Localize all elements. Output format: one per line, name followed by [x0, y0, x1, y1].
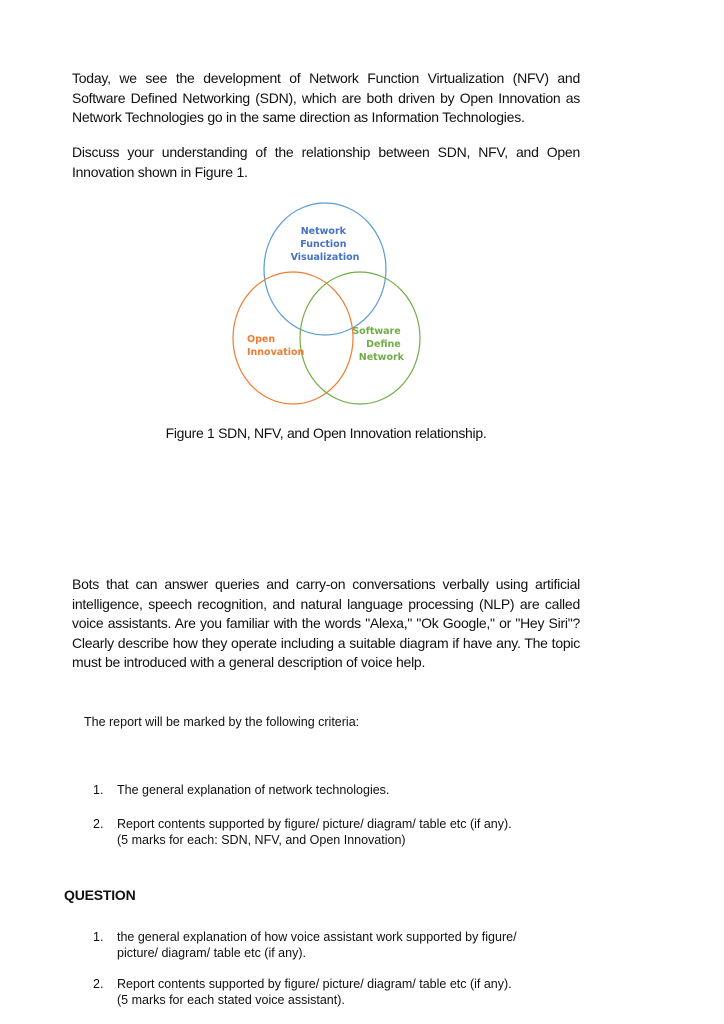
- figure-caption: Figure 1 SDN, NFV, and Open Innovation relationship.: [165, 425, 487, 441]
- list-number: 2.: [93, 817, 104, 831]
- criteria-intro: The report will be marked by the following criteria:: [84, 715, 360, 729]
- list-number: 1.: [93, 783, 104, 797]
- sdn-label: Software Define Network: [352, 326, 404, 363]
- list-text-line1: the general explanation of how voice assistant work supported by figure/: [117, 930, 517, 944]
- list-text: [117, 930, 537, 961]
- list-text-line2: (5 marks for each stated voice assistant).: [117, 992, 345, 1007]
- list-text-line1: Report contents supported by figure/ picture/ diagram/ table etc (if any).: [117, 977, 512, 991]
- intro-paragraph: Today, we see the development of Network Function Virtualization (NFV) and Software Defined Networking (SDN), which are both driven by Open Innovation as Network Technologies go in the same direction as Information Technologies.: [72, 70, 580, 126]
- list-text-line2: (5 marks for each: SDN, NFV, and Open Innovation): [117, 832, 406, 847]
- discussion-prompt: Discuss your understanding of the relationship between SDN, NFV, and Open Innovation shown in Figure 1.: [72, 144, 580, 180]
- venn-diagram: [225, 198, 425, 408]
- question-heading: QUESTION: [64, 887, 136, 903]
- open-innovation-label: Open Innovation: [247, 334, 305, 358]
- sdn-circle: [300, 272, 420, 404]
- list-text-line2: picture/ diagram/ table etc (if any).: [117, 945, 306, 960]
- voice-assistant-paragraph: Bots that can answer queries and carry-on conversations verbally using artificial intelligence, speech recognition, and natural language processing (NLP) are called voice assistants. Are you familiar with the words "Alexa," "Ok Google," or "Hey Siri"? Clearly describe how they operate including a suitable diagram if have any. The topic must be introduced with a general description of voice help.: [72, 576, 580, 671]
- list-number: 2.: [93, 977, 104, 991]
- list-text: [117, 817, 537, 848]
- nfv-circle: [264, 203, 386, 335]
- list-text: The general explanation of network technologies.: [117, 783, 390, 797]
- list-text: [117, 977, 537, 1008]
- list-number: 1.: [93, 930, 104, 944]
- nfv-label: Network Function Visualization: [290, 226, 360, 263]
- list-text-line1: Report contents supported by figure/ picture/ diagram/ table etc (if any).: [117, 817, 512, 831]
